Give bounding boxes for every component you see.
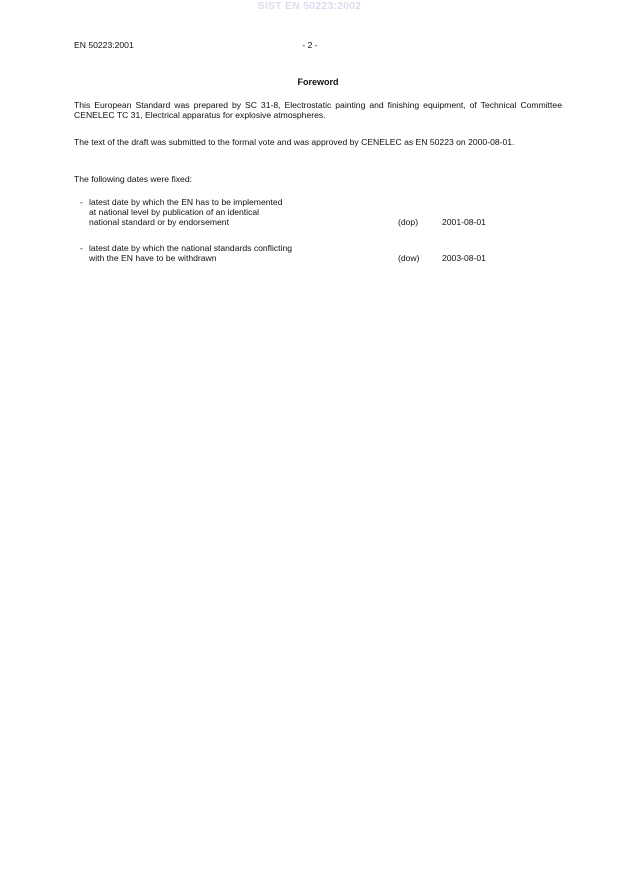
date-description-line: latest date by which the EN has to be implemented (89, 197, 283, 207)
date-value: 2003-08-01 (442, 253, 486, 263)
paragraph-dates-intro: The following dates were fixed: (74, 174, 192, 184)
date-description-line: with the EN have to be withdrawn (89, 253, 217, 263)
list-dash: - (80, 243, 83, 253)
date-abbreviation: (dow) (398, 253, 420, 263)
section-title: Foreword (297, 77, 339, 87)
date-description (89, 243, 389, 263)
date-description-line: at national level by publication of an identical (89, 207, 260, 217)
list-dash: - (80, 197, 83, 207)
date-abbreviation: (dop) (398, 217, 419, 227)
page-number: - 2 - (302, 40, 318, 50)
document-number: EN 50223:2001 (74, 40, 134, 50)
paragraph-approval: The text of the draft was submitted to the formal vote and was approved by CENELEC as EN 50223 on 2000-08-01. (74, 137, 515, 147)
date-value: 2001-08-01 (442, 217, 486, 227)
date-description-line: national standard or by endorsement (89, 217, 229, 227)
paragraph-prepared-by: This European Standard was prepared by SC 31-8, Electrostatic painting and finishing equipment, of Technical Committee CENELEC TC 31, Electrical apparatus for explosive atmospheres. (74, 100, 562, 120)
watermark: SIST EN 50223:2002 (257, 0, 362, 12)
date-description (89, 197, 389, 227)
date-description-line: latest date by which the national standards conflicting (89, 243, 293, 253)
